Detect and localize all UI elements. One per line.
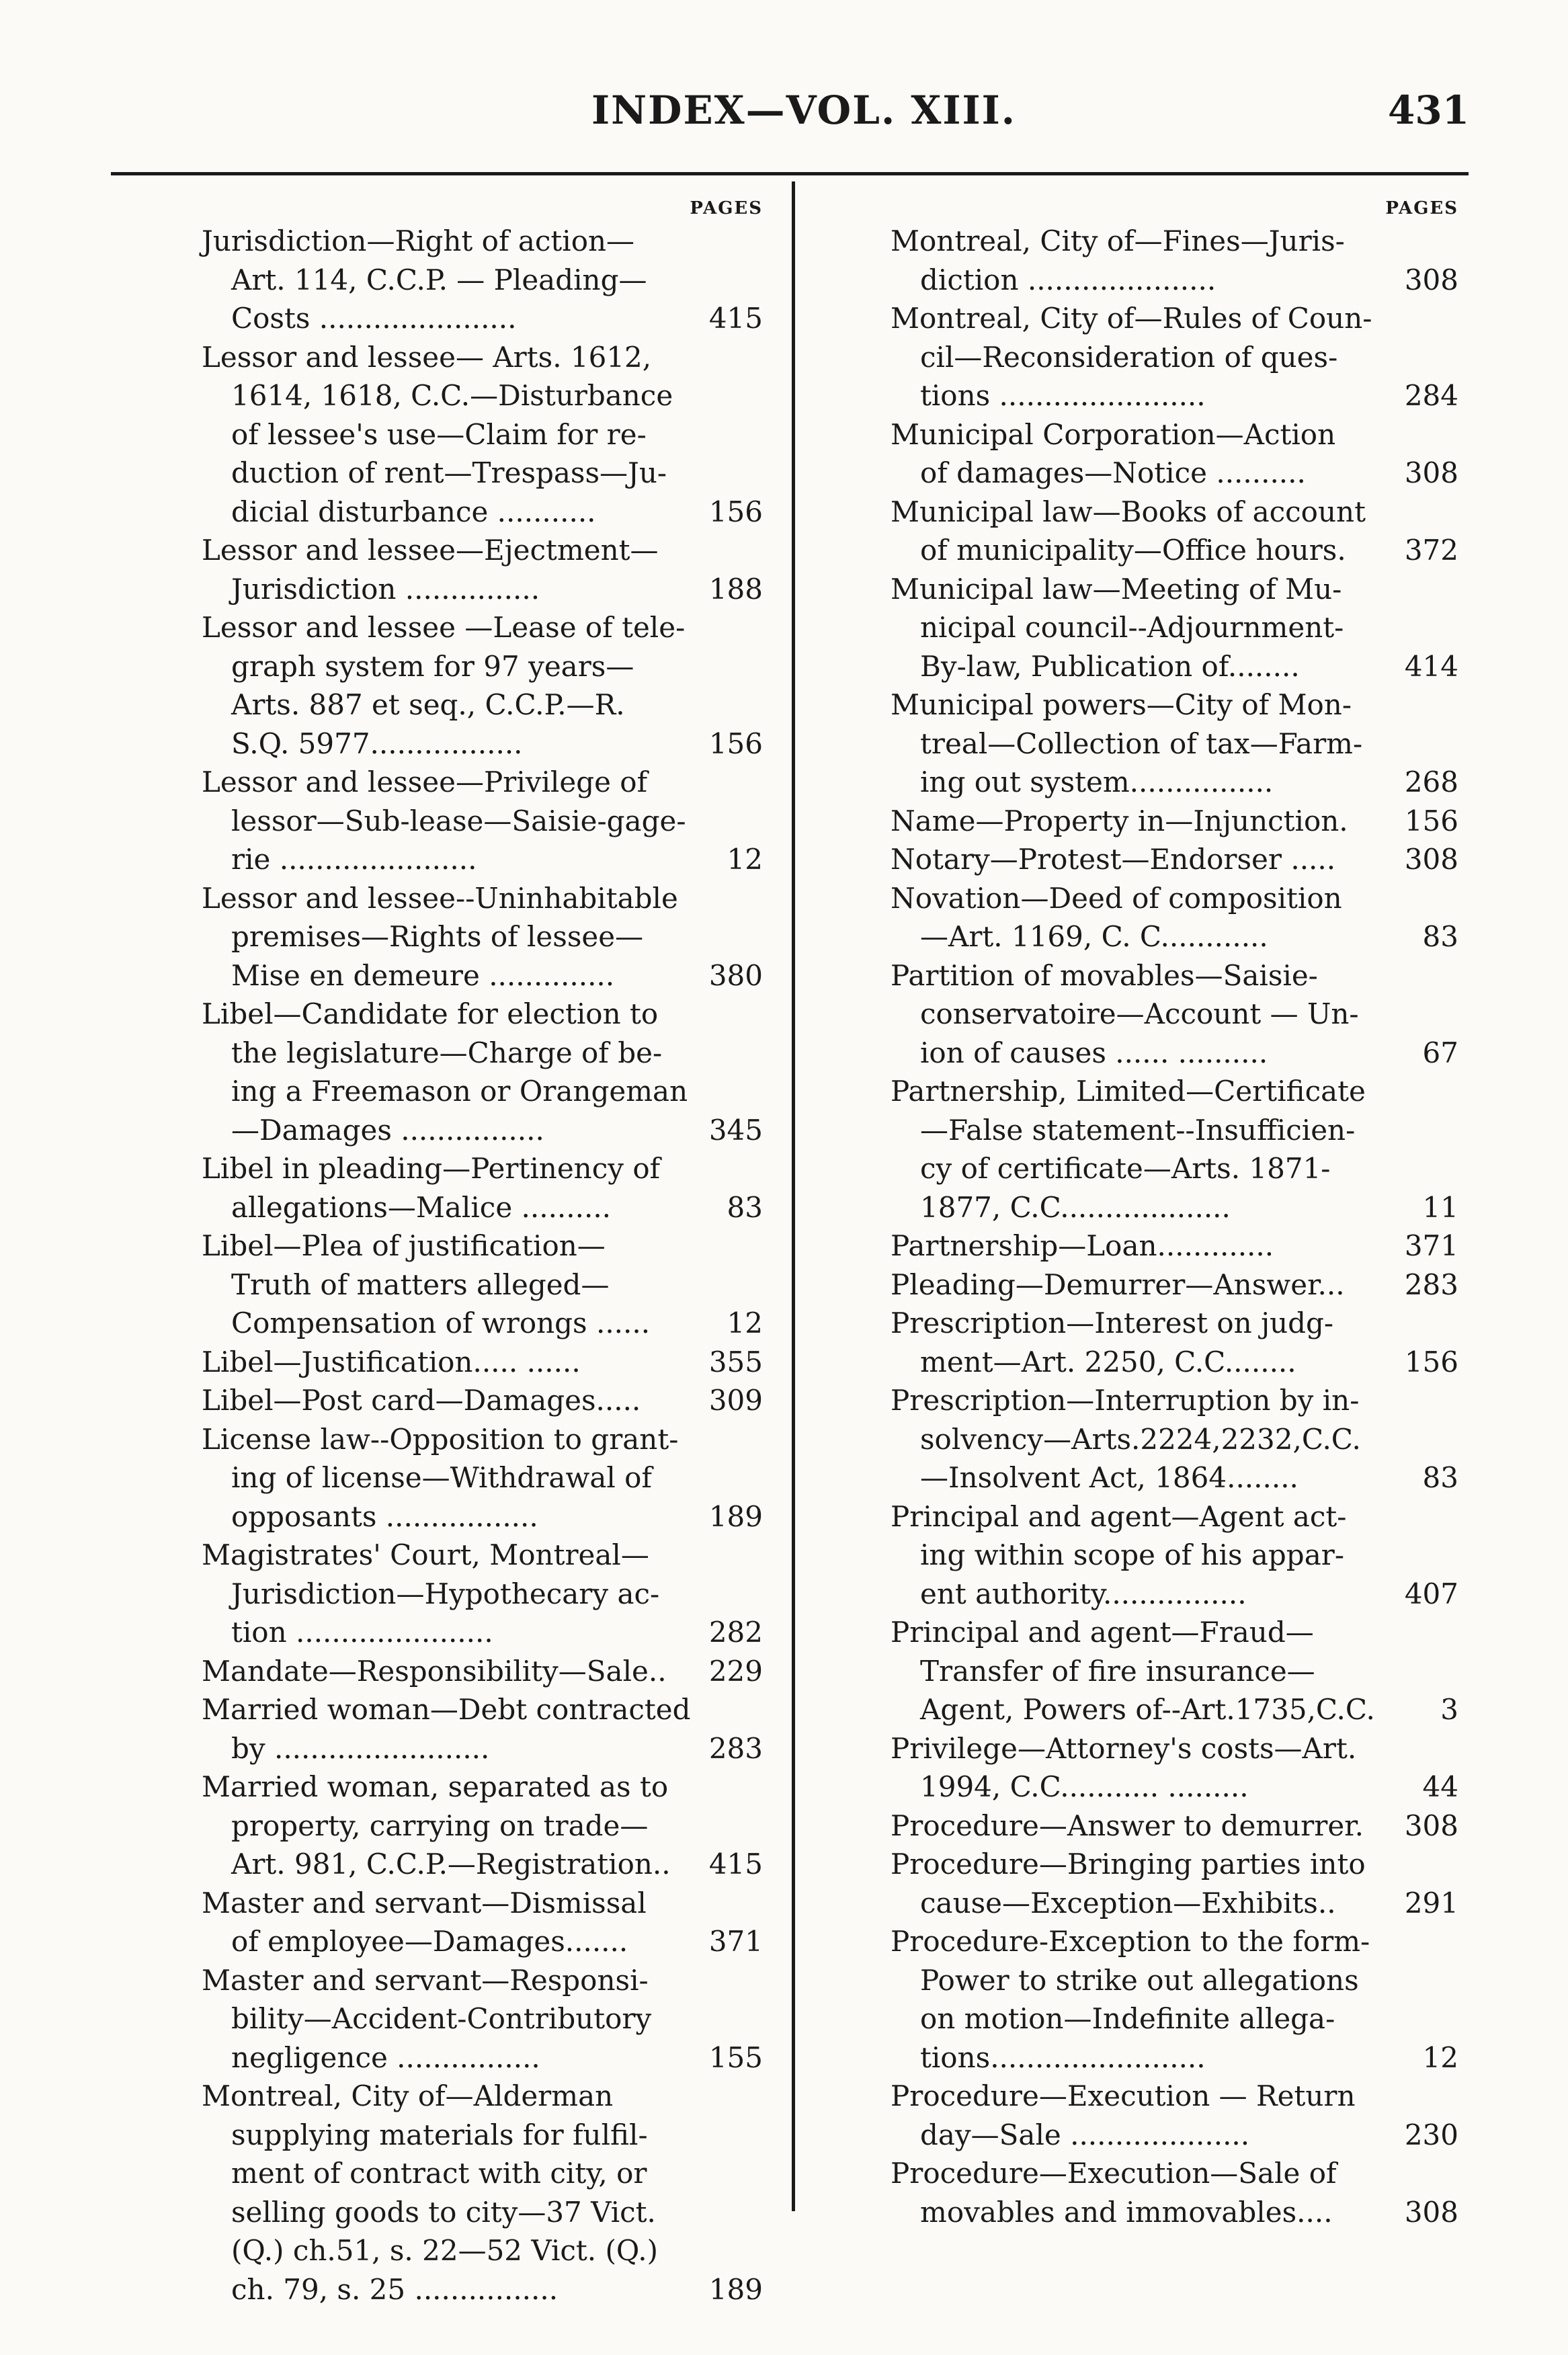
entry-line: Jurisdiction ...............	[231, 572, 540, 606]
entry-line: Art. 114, C.C.P. — Pleading—	[231, 263, 647, 296]
entry-line: lessor—Sub-lease—Saisie-gage-	[231, 804, 686, 837]
index-entry	[891, 1072, 1458, 1227]
index-entry	[891, 1497, 1458, 1614]
entry-line: Libel in pleading—Pertinency of	[202, 1152, 661, 1185]
index-entry	[202, 879, 763, 995]
entry-line: By-law, Publication of........	[920, 649, 1300, 683]
index-entry	[891, 2154, 1458, 2231]
entry-line: Transfer of fire insurance—	[920, 1654, 1315, 1688]
entry-line: the legislature—Charge of be-	[231, 1036, 663, 1069]
right-entry-list	[891, 222, 1458, 2231]
entry-line: movables and immovables....	[920, 2195, 1333, 2229]
page-header	[0, 87, 1568, 148]
entry-line: ing a Freemason or Orangeman	[231, 1075, 688, 1108]
entry-line: ment of contract with city, or	[231, 2157, 647, 2190]
entry-page-number: 308	[1404, 263, 1458, 296]
index-entry	[202, 1227, 763, 1343]
entry-line: Married woman, separated as to	[202, 1770, 669, 1803]
entry-page-number: 415	[708, 1848, 763, 1881]
entry-line: rie ......................	[231, 843, 477, 876]
entry-line: Procedure—Bringing parties into	[891, 1848, 1366, 1881]
entry-line: tions .......................	[920, 379, 1206, 412]
entry-line: allegations—Malice ..........	[231, 1190, 612, 1224]
index-entry	[202, 2077, 763, 2309]
index-entry	[891, 686, 1458, 802]
entry-line: S.Q. 5977.................	[231, 727, 523, 760]
entry-line: Notary—Protest—Endorser .....	[891, 843, 1336, 876]
entry-line: day—Sale ....................	[920, 2118, 1250, 2151]
entry-line: ch. 79, s. 25 ................	[231, 2272, 559, 2306]
entry-line: Partition of movables—Saisie-	[891, 958, 1318, 992]
index-entry	[202, 531, 763, 608]
entry-page-number: 308	[1404, 1809, 1458, 1842]
index-entry	[891, 493, 1458, 570]
entry-line: by ........................	[231, 1731, 490, 1765]
entry-line: ing out system................	[920, 766, 1274, 798]
index-entry	[891, 415, 1458, 493]
entry-line: Procedure—Execution—Sale of	[891, 2157, 1337, 2190]
entry-page-number: 44	[1422, 1770, 1458, 1803]
entry-line: Name—Property in—Injunction.	[891, 804, 1348, 837]
entry-line: property, carrying on trade—	[231, 1809, 649, 1842]
index-entry	[202, 995, 763, 1149]
entry-line: duction of rent—Trespass—Ju-	[231, 456, 667, 489]
entry-line: dicial disturbance ...........	[231, 495, 596, 528]
entry-line: supplying materials for fulfil-	[231, 2118, 648, 2151]
index-entry	[891, 1266, 1458, 1305]
entry-line: ing of license—Withdrawal of	[231, 1461, 653, 1494]
index-entry	[891, 1807, 1458, 1846]
entry-line: 1614, 1618, C.C.—Disturbance	[231, 379, 673, 412]
entry-page-number: 188	[708, 572, 763, 606]
index-entry	[891, 1729, 1458, 1807]
entry-page-number: 156	[1404, 1345, 1458, 1378]
index-entry	[202, 1961, 763, 2077]
entry-line: Master and servant—Responsi-	[202, 1963, 649, 1997]
entry-line: Mise en demeure ..............	[231, 958, 615, 992]
entry-page-number: 308	[1404, 2195, 1458, 2229]
entry-page-number: 83	[1422, 1461, 1458, 1494]
column-divider	[792, 181, 795, 2211]
entry-page-number: 308	[1404, 456, 1458, 489]
entry-line: ing within scope of his appar-	[920, 1538, 1345, 1571]
entry-page-number: 345	[708, 1113, 763, 1147]
entry-line: bility—Accident-Contributory	[231, 2002, 652, 2035]
entry-line: treal—Collection of tax—Farm-	[920, 727, 1363, 760]
index-entry	[891, 2077, 1458, 2154]
entry-line: Prescription—Interest on judg-	[891, 1307, 1334, 1339]
entry-line: Partnership, Limited—Certificate	[891, 1075, 1366, 1108]
entry-page-number: 156	[1404, 804, 1458, 837]
entry-line: Municipal law—Meeting of Mu-	[891, 572, 1342, 606]
entry-page-number: 12	[727, 843, 763, 876]
entry-line: Lessor and lessee— Arts. 1612,	[202, 340, 652, 374]
entry-line: Libel—Justification..... ......	[202, 1345, 581, 1378]
entry-page-number: 229	[708, 1654, 763, 1688]
entry-line: Libel—Candidate for election to	[202, 997, 659, 1030]
index-entry	[891, 1922, 1458, 2077]
entry-page-number: 309	[708, 1384, 763, 1417]
index-entry	[891, 956, 1458, 1073]
entry-line: Lessor and lessee —Lease of tele-	[202, 611, 686, 644]
entry-page-number: 11	[1422, 1190, 1458, 1224]
entry-page-number: 415	[708, 302, 763, 335]
index-entry	[891, 1613, 1458, 1729]
left-column	[202, 195, 763, 2309]
entry-line: tion ......................	[231, 1616, 493, 1649]
index-entry	[202, 1690, 763, 1768]
index-entry	[202, 1381, 763, 1420]
entry-line: Privilege—Attorney's costs—Art.	[891, 1731, 1357, 1765]
entry-line: premises—Rights of lessee—	[231, 920, 644, 953]
index-entry	[202, 1149, 763, 1227]
index-entry	[891, 1227, 1458, 1266]
entry-page-number: 83	[727, 1190, 763, 1224]
entry-page-number: 284	[1404, 379, 1458, 412]
entry-page-number: 67	[1422, 1036, 1458, 1069]
entry-page-number: 156	[708, 495, 763, 528]
entry-line: Procedure-Exception to the form-	[891, 1925, 1370, 1958]
left-entry-list	[202, 222, 763, 2309]
entry-line: nicipal council--Adjournment-	[920, 611, 1344, 644]
entry-page-number: 371	[1404, 1229, 1458, 1262]
entry-line: cil—Reconsideration of ques-	[920, 340, 1338, 374]
entry-page-number: 12	[1422, 2040, 1458, 2074]
entry-line: Municipal powers—City of Mon-	[891, 688, 1352, 721]
entry-page-number: 83	[1422, 920, 1458, 953]
entry-line: Jurisdiction—Right of action—	[202, 224, 635, 257]
index-entry	[891, 299, 1458, 415]
index-entry	[202, 608, 763, 763]
index-entry	[891, 1381, 1458, 1497]
entry-line: negligence ................	[231, 2040, 540, 2074]
entry-line: —Damages ................	[231, 1113, 544, 1147]
entry-line: diction .....................	[920, 263, 1216, 296]
index-entry	[891, 879, 1458, 956]
entry-page-number: 155	[708, 2040, 763, 2074]
entry-line: Magistrates' Court, Montreal—	[202, 1538, 649, 1571]
entry-line: —False statement--Insufficien-	[920, 1113, 1356, 1147]
header-rule	[111, 172, 1469, 175]
index-entry	[202, 338, 763, 532]
entry-line: Mandate—Responsibility—Sale..	[202, 1654, 667, 1688]
entry-line: of lessee's use—Claim for re-	[231, 417, 647, 451]
entry-line: Power to strike out allegations	[920, 1963, 1359, 1997]
entry-line: cy of certificate—Arts. 1871-	[920, 1152, 1331, 1185]
entry-line: Married woman—Debt contracted	[202, 1693, 691, 1726]
entry-line: Truth of matters alleged—	[231, 1268, 610, 1301]
entry-page-number: 189	[708, 1499, 763, 1533]
entry-line: Arts. 887 et seq., C.C.P.—R.	[231, 688, 625, 721]
entry-page-number: 371	[708, 1925, 763, 1958]
entry-line: Lessor and lessee--Uninhabitable	[202, 881, 678, 915]
index-entry	[891, 802, 1458, 841]
entry-line: Compensation of wrongs ......	[231, 1307, 651, 1339]
index-entry	[891, 222, 1458, 299]
entry-line: Lessor and lessee—Ejectment—	[202, 534, 659, 567]
entry-line: ion of causes ...... ..........	[920, 1036, 1268, 1069]
entry-page-number: 3	[1440, 1693, 1458, 1726]
entry-line: —Art. 1169, C. C............	[920, 920, 1268, 953]
index-entry	[202, 763, 763, 879]
index-entry	[891, 840, 1458, 879]
entry-line: Libel—Plea of justification—	[202, 1229, 606, 1262]
entry-line: tions........................	[920, 2040, 1206, 2074]
entry-line: graph system for 97 years—	[231, 649, 634, 683]
entry-page-number: 156	[708, 727, 763, 760]
entry-page-number: 414	[1404, 649, 1458, 683]
index-entry	[891, 1304, 1458, 1381]
entry-page-number: 283	[1404, 1268, 1458, 1301]
entry-line: of damages—Notice ..........	[920, 456, 1306, 489]
entry-line: 1877, C.C...................	[920, 1190, 1231, 1224]
entry-line: Prescription—Interruption by in-	[891, 1384, 1360, 1417]
index-entry	[202, 1768, 763, 1884]
entry-page-number: 407	[1404, 1577, 1458, 1610]
entry-line: Principal and agent—Fraud—	[891, 1616, 1314, 1649]
entry-line: Pleading—Demurrer—Answer...	[891, 1268, 1345, 1301]
entry-line: of employee—Damages.......	[231, 1925, 628, 1958]
entry-page-number: 282	[708, 1616, 763, 1649]
entry-page-number: 12	[727, 1307, 763, 1339]
entry-line: Lessor and lessee—Privilege of	[202, 766, 648, 798]
entry-line: Montreal, City of—Rules of Coun-	[891, 302, 1372, 335]
right-column	[891, 195, 1458, 2231]
entry-line: Agent, Powers of--Art.1735,C.C.	[920, 1693, 1375, 1726]
pages-label: PAGES	[1385, 198, 1458, 218]
entry-page-number: 268	[1404, 766, 1458, 798]
index-entry	[202, 1343, 763, 1382]
entry-line: Montreal, City of—Fines—Juris-	[891, 224, 1345, 257]
entry-page-number: 283	[708, 1731, 763, 1765]
entry-line: selling goods to city—37 Vict.	[231, 2195, 656, 2229]
entry-line: Jurisdiction—Hypothecary ac-	[231, 1577, 660, 1610]
entry-line: Municipal Corporation—Action	[891, 417, 1336, 451]
entry-line: Procedure—Answer to demurrer.	[891, 1809, 1364, 1842]
entry-line: Libel—Post card—Damages.....	[202, 1384, 641, 1417]
entry-line: cause—Exception—Exhibits..	[920, 1886, 1336, 1919]
entry-line: Procedure—Execution — Return	[891, 2079, 1356, 2112]
index-entry	[202, 222, 763, 338]
entry-page-number: 291	[1404, 1886, 1458, 1919]
entry-page-number: 372	[1404, 534, 1458, 567]
entry-line: License law--Opposition to grant-	[202, 1422, 679, 1456]
entry-line: Montreal, City of—Alderman	[202, 2079, 614, 2112]
entry-page-number: 230	[1404, 2118, 1458, 2151]
entry-page-number: 308	[1404, 843, 1458, 876]
entry-page-number: 189	[708, 2272, 763, 2306]
entry-line: conservatoire—Account — Un-	[920, 997, 1359, 1030]
entry-line: solvency—Arts.2224,2232,C.C.	[920, 1422, 1361, 1456]
entry-line: 1994, C.C........... .........	[920, 1770, 1249, 1803]
entry-line: Master and servant—Dismissal	[202, 1886, 647, 1919]
entry-line: Costs ......................	[231, 302, 517, 335]
running-title: INDEX—VOL. XIII.	[591, 87, 1016, 133]
entry-line: Art. 981, C.C.P.—Registration..	[231, 1848, 671, 1881]
entry-line: on motion—Indefinite allega-	[920, 2002, 1335, 2035]
pages-label: PAGES	[690, 198, 763, 218]
index-entry	[891, 570, 1458, 686]
index-entry	[202, 1420, 763, 1536]
entry-line: —Insolvent Act, 1864........	[920, 1461, 1298, 1494]
entry-line: Municipal law—Books of account	[891, 495, 1366, 528]
entry-line: ent authority................	[920, 1577, 1247, 1610]
index-entry	[202, 1536, 763, 1652]
entry-line: of municipality—Office hours.	[920, 534, 1346, 567]
entry-line: Partnership—Loan.............	[891, 1229, 1274, 1262]
entry-line: ment—Art. 2250, C.C........	[920, 1345, 1296, 1378]
entry-page-number: 380	[708, 958, 763, 992]
entry-line: Principal and agent—Agent act-	[891, 1499, 1347, 1533]
entry-line: (Q.) ch.51, s. 22—52 Vict. (Q.)	[231, 2234, 658, 2267]
page-number: 431	[1388, 87, 1470, 133]
entry-line: opposants .................	[231, 1499, 538, 1533]
index-entry	[202, 1652, 763, 1691]
entry-line: Novation—Deed of composition	[891, 881, 1342, 915]
index-entry	[891, 1845, 1458, 1922]
index-entry	[202, 1884, 763, 1961]
entry-page-number: 355	[708, 1345, 763, 1378]
